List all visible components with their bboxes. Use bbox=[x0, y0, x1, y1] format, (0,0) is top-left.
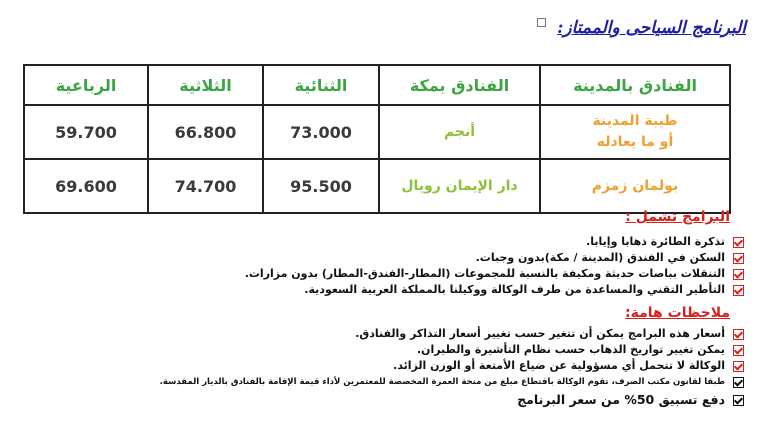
list-item: يمكن تغيير تواريخ الذهاب حسب نظام التأشيرة والطيران. bbox=[4, 342, 744, 358]
triple-price: 66.800 bbox=[148, 105, 263, 159]
table-header-row bbox=[24, 65, 730, 105]
quad-price: 69.600 bbox=[24, 159, 148, 213]
table-row bbox=[24, 159, 730, 213]
header-quad: الرباعية bbox=[24, 65, 148, 105]
header-double: الثنائية bbox=[263, 65, 379, 105]
checkbox-icon bbox=[733, 345, 744, 356]
list-item: التنقلات بباصات حديثة ومكيفة بالنسبة للمجموعات (المطار-الفندق-المطار) بدون مزارات. bbox=[4, 266, 744, 282]
header-makkah-hotels: الفنادق بمكة bbox=[379, 65, 540, 105]
includes-heading: البرامج تشمل : bbox=[625, 209, 730, 225]
list-item: أسعار هذه البرامج يمكن أن تتغير حسب تغيير أسعار التذاكر والفنادق. bbox=[4, 326, 744, 342]
list-item: الوكالة لا تتحمل أي مسؤولية عن ضياع الأمتعة أو الوزن الزائد. bbox=[4, 358, 744, 374]
checkbox-icon bbox=[733, 395, 744, 406]
checkbox-icon bbox=[733, 269, 744, 280]
header-medina-hotels: الفنادق بالمدينة bbox=[540, 65, 730, 105]
list-item: طبقا لقانون مكتب الصرف، تقوم الوكالة باقتطاع مبلغ من منحة العمرة المخصصة للمعتمرين لأداء قيمة الإقامة بالفنادق بالديار المقدسة. bbox=[4, 374, 744, 390]
quad-price: 59.700 bbox=[24, 105, 148, 159]
table-row bbox=[24, 105, 730, 159]
makkah-hotel-cell: أنجم bbox=[379, 105, 540, 159]
list-item: السكن في الفندق (المدينة / مكة)بدون وجبات. bbox=[4, 250, 744, 266]
list-item: دفع تسبيق 50% من سعر البرنامج bbox=[4, 390, 744, 410]
list-item: تذكرة الطائرة ذهابا وإيابا. bbox=[4, 234, 744, 250]
checkbox-icon bbox=[733, 237, 744, 248]
double-price: 73.000 bbox=[263, 105, 379, 159]
checkbox-icon bbox=[733, 361, 744, 372]
includes-list bbox=[4, 234, 744, 298]
medina-hotel-name: بولمان زمزم bbox=[591, 177, 679, 194]
notes-heading: ملاحظات هامة: bbox=[625, 305, 730, 321]
list-item: التأطير التقني والمساعدة من طرف الوكالة ووكيلنا بالمملكة العربية السعودية. bbox=[4, 282, 744, 298]
paragraph-mark-box bbox=[537, 18, 546, 27]
checkbox-icon bbox=[733, 329, 744, 340]
checkbox-icon bbox=[733, 377, 744, 388]
price-table bbox=[23, 64, 731, 214]
checkbox-icon bbox=[733, 285, 744, 296]
makkah-hotel-cell: دار الإيمان رويال bbox=[379, 159, 540, 213]
triple-price: 74.700 bbox=[148, 159, 263, 213]
checkbox-icon bbox=[733, 253, 744, 264]
notes-list bbox=[4, 326, 744, 410]
medina-hotel-note: أو ما يعادله bbox=[596, 134, 674, 150]
medina-hotel-name: طيبة المدينة bbox=[592, 113, 678, 129]
page-title: البرنامج السياحى والممتاز: bbox=[557, 18, 746, 38]
medina-hotel-cell bbox=[540, 105, 730, 159]
header-triple: الثلاثية bbox=[148, 65, 263, 105]
double-price: 95.500 bbox=[263, 159, 379, 213]
medina-hotel-cell bbox=[540, 159, 730, 213]
